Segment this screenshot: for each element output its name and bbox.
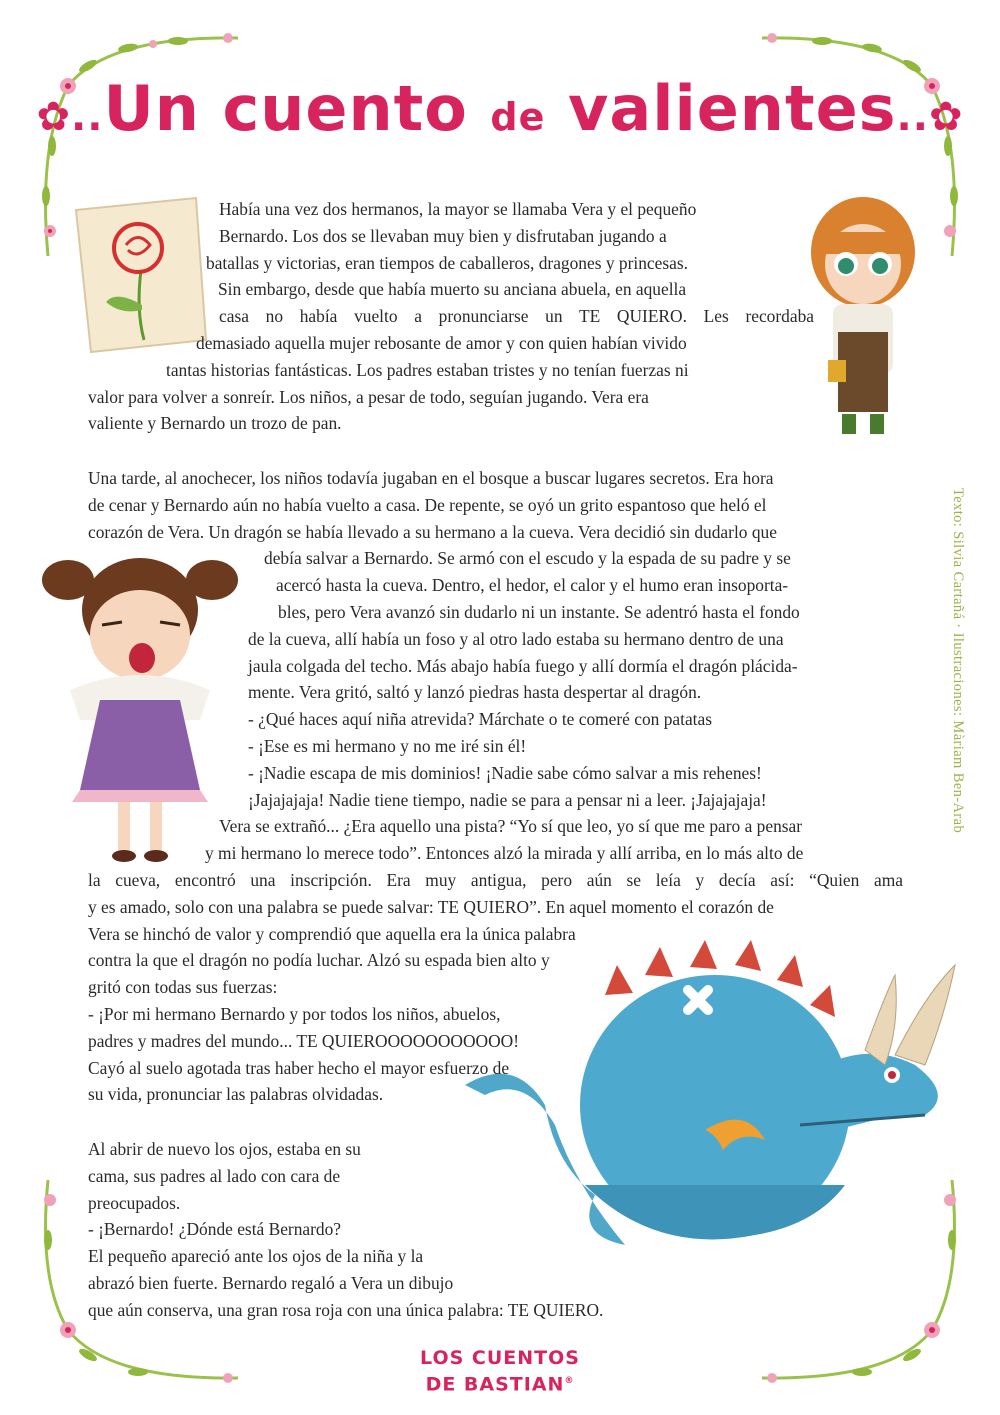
story-line: Una tarde, al anochecer, los niños todavía jugaban en el bosque a buscar lugares secretos. Era hora [88, 468, 774, 488]
story-line: jaula colgada del techo. Más abajo había fuego y allí dormía el dragón plácida- [248, 655, 798, 676]
story-line: preocupados. [88, 1192, 181, 1213]
story-line: y es amado, solo con una palabra se puede salvar: TE QUIERO”. En aquel momento el corazón de [88, 896, 774, 917]
story-line: valiente y Bernardo un trozo de pan. [88, 413, 342, 434]
story-line: abrazó bien fuerte. Bernardo regaló a Vera un dibujo [88, 1272, 454, 1293]
dialogue-line: - ¡Nadie escapa de mis dominios! ¡Nadie sabe cómo salvar a mis rehenes! [248, 762, 762, 783]
story-line: bles, pero Vera avanzó sin dudarlo ni un instante. Se adentró hasta el fondo [278, 601, 800, 622]
story-line: Sin embargo, desde que había muerto su anciana abuela, en aquella [218, 279, 687, 300]
story-line: de la cueva, allí había un foso y al otro lado estaba su hermano dentro de una [248, 628, 784, 649]
bernardo-illustration [798, 192, 928, 442]
story-line: Vera se hinchó de valor y comprendió que aquella era la única palabra [88, 923, 576, 944]
story-line: El pequeño apareció ante los ojos de la niña y la [88, 1246, 424, 1267]
story-line: Cayó al suelo agotada tras haber hecho el mayor esfuerzo de [88, 1057, 510, 1078]
story-line: que aún conserva, una gran rosa roja con una única palabra: TE QUIERO. [88, 1299, 604, 1320]
dialogue-line: - ¡Por mi hermano Bernardo y por todos los niños, abuelos, [88, 1003, 501, 1024]
credits-vertical-text: Texto: Silvia Cartañá · Ilustraciones: Màriam Ben-Arab [950, 488, 966, 834]
dialogue-line: - ¿Qué haces aquí niña atrevida? Márchate o te comeré con patatas [248, 709, 712, 730]
story-line: corazón de Vera. Un dragón se había llevado a su hermano a la cueva. Vera decidió sin dudarlo que [88, 521, 777, 542]
logo-registered-mark: ® [564, 1376, 575, 1386]
story-line: tantas historias fantásticas. Los padres estaban tristes y no tenían fuerzas ni [166, 359, 689, 380]
story-line: cama, sus padres al lado con cara de [88, 1165, 341, 1186]
story-line: de cenar y Bernardo aún no había vuelto a casa. De repente, se oyó un grito espantoso que heló el [88, 494, 767, 515]
logo-line-1: LOS CUENTOS [420, 1347, 580, 1369]
title-main: Un cuento [103, 72, 468, 145]
publisher-logo [405, 1347, 595, 1396]
story-line: su vida, pronunciar las palabras olvidadas. [88, 1084, 384, 1105]
story-line: debía salvar a Bernardo. Se armó con el escudo y la espada de su padre y se [264, 548, 791, 569]
story-line: Al abrir de nuevo los ojos, estaba en su [88, 1139, 361, 1159]
page-title [0, 72, 1000, 145]
story-line: casa no había vuelto a pronunciarse un TE QUIERO. Les recordaba [219, 306, 814, 327]
dialogue-line: - ¡Ese es mi hermano y no me iré sin él! [248, 735, 527, 756]
title-end: valientes [568, 72, 897, 145]
story-line: la cueva, encontró una inscripción. Era muy antigua, pero aún se leía y decía así: “Quien ama [88, 869, 903, 890]
logo-line-2: DE BASTIAN [425, 1373, 565, 1396]
title-de: de [490, 95, 546, 139]
story-line: y mi hermano lo merece todo”. Entonces alzó la mirada y allí arriba, en lo más alto de [205, 843, 804, 864]
story-paragraph-2 [88, 465, 908, 1108]
story-line: demasiado aquella mujer rebosante de amor y con quien habían vivido [196, 332, 687, 353]
dialogue-line: ¡Jajajajaja! Nadie tiene tiempo, nadie se para a pensar ni a leer. ¡Jajajajaja! [248, 789, 767, 810]
story-line: contra la que el dragón no podía luchar. Alzó su espada bien alto y [88, 950, 550, 971]
story-paragraph-1 [88, 196, 814, 437]
dialogue-line: padres y madres del mundo... TE QUIEROOOOOOOOOOO! [88, 1030, 519, 1051]
story-line: gritó con todas sus fuerzas: [88, 977, 278, 998]
story-paragraph-3 [88, 1136, 708, 1324]
story-line: Había una vez dos hermanos, la mayor se llamaba Vera y el pequeño [219, 199, 697, 219]
story-line: Vera se extrañó... ¿Era aquello una pista? “Yo sí que leo, yo sí que me paro a pensar [219, 816, 803, 837]
story-line: batallas y victorias, eran tiempos de caballeros, dragones y princesas. [206, 252, 688, 273]
story-line: acercó hasta la cueva. Dentro, el hedor, el calor y el humo eran insoporta- [276, 575, 789, 596]
story-line: valor para volver a sonreír. Los niños, a pesar de todo, seguían jugando. Vera era [88, 386, 649, 407]
title-flourish-left: ✿.. [36, 94, 104, 140]
title-flourish-right: ..✿ [896, 94, 964, 140]
story-line: Bernardo. Los dos se llevaban muy bien y disfrutaban jugando a [219, 225, 667, 246]
story-line: mente. Vera gritó, saltó y lanzó piedras hasta despertar al dragón. [248, 682, 702, 703]
dialogue-line: - ¡Bernardo! ¿Dónde está Bernardo? [88, 1219, 342, 1240]
